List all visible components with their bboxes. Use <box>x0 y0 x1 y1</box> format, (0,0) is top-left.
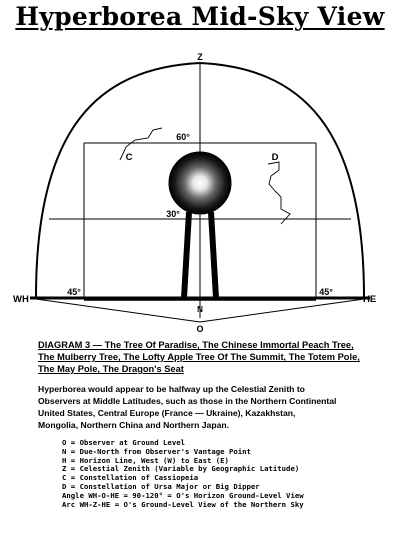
paragraph-line: Observers at Middle Latitudes, such as those in the Northern Continental <box>38 396 337 406</box>
description-paragraph <box>38 383 390 431</box>
west-horizon-label: WH <box>13 294 29 305</box>
legend-item: N = Due-North from Observer's Vantage Point <box>62 446 251 456</box>
caption-line: DIAGRAM 3 — The Tree Of Paradise, The Chinese Immortal Peach Tree, <box>38 340 354 350</box>
legend-item: C = Constellation of Cassiopeia <box>62 473 199 483</box>
legend-item: D = Constellation of Ursa Major or Big Dipper <box>62 481 260 491</box>
paragraph-line: Hyperborea would appear to be halfway up the Celestial Zenith to <box>38 384 305 394</box>
diagram-legend <box>62 439 398 509</box>
angle-45-right-label: 45° <box>319 287 333 297</box>
page-title: Hyperborea Mid-Sky View <box>15 2 385 31</box>
observer-label: O <box>196 324 204 334</box>
legend-item: H = Horizon Line, West (W) to East (E) <box>62 455 229 465</box>
north-label: N <box>197 305 203 314</box>
diagram-caption <box>38 339 398 375</box>
legend-item: Z = Celestial Zenith (Variable by Geographic Latitude) <box>62 464 300 474</box>
east-horizon-label: HE <box>363 294 377 305</box>
paragraph-line: Mongolia, Northern China and Northern Japan. <box>38 420 229 430</box>
big-dipper-constellation <box>268 162 290 224</box>
celestial-orb <box>169 152 231 214</box>
paragraph-line: United States, Central Europe (France — Ukraine), Kazakhstan, <box>38 408 296 418</box>
cassiopeia-label: C <box>125 152 133 163</box>
angle-45-left-label: 45° <box>67 287 81 297</box>
caption-line: The May Pole, The Dragon's Seat <box>38 364 184 374</box>
caption-line: The Mulberry Tree, The Lofty Apple Tree Of The Summit, The Totem Pole, <box>38 352 360 362</box>
legend-item: O = Observer at Ground Level <box>62 438 186 447</box>
sightline-east <box>200 299 364 322</box>
pole-leg-right <box>208 212 219 298</box>
pole-leg-left <box>181 212 192 298</box>
angle-30-label: 30° <box>166 209 180 219</box>
big-dipper-label: D <box>271 152 279 163</box>
zenith-label: Z <box>197 52 203 62</box>
legend-item: Arc WH-Z-HE = O's Ground-Level View of the Northern Sky <box>62 499 304 509</box>
angle-60-label: 60° <box>176 132 190 142</box>
sightline-west <box>36 299 200 322</box>
legend-item: Angle WH-O-HE = 90-120° = O's Horizon Ground-Level View <box>62 490 304 500</box>
